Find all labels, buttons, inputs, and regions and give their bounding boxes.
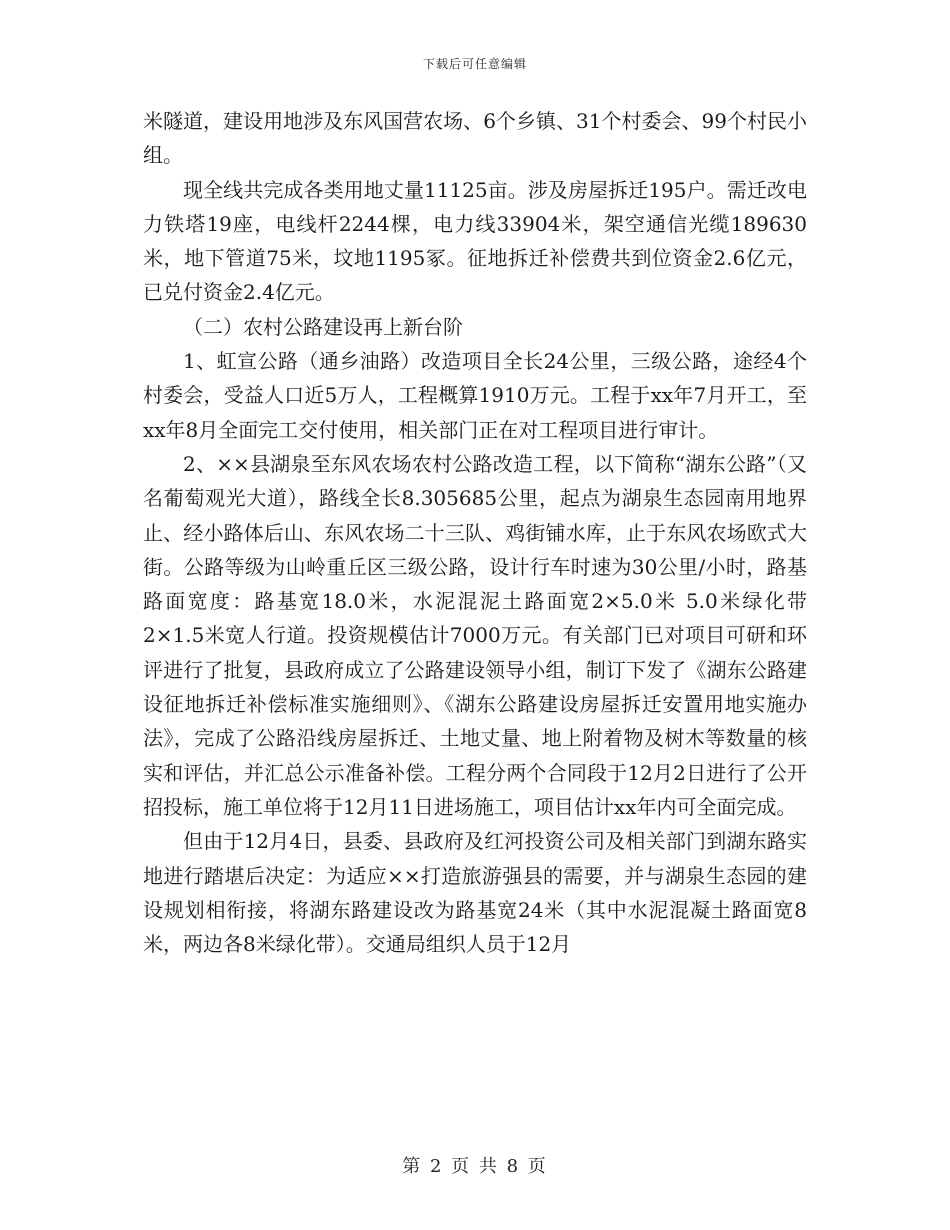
- paragraph-3: 1、虹宣公路（通乡油路）改造项目全长24公里，三级公路，途经4个村委会，受益人口近5万人，工程概算1910万元。工程于xx年7月开工，至xx年8月全面完工交付使用，相关部门正在对工程项目进行审计。: [143, 349, 807, 442]
- paragraph-2: 现全线共完成各类用地丈量11125亩。涉及房屋拆迁195户。需迁改电力铁塔19座，电线杆2244棵，电力线33904米，架空通信光缆189630米，地下管道75米，坟地1195冢。征地拆迁补偿费共到位资金2.6亿元，已兑付资金2.4亿元。: [143, 177, 807, 305]
- paragraph-4: 2、××县湖泉至东风农场农村公路改造工程，以下简称“湖东公路”（又名葡萄观光大道），路线全长8.305685公里，起点为湖泉生态园南用地界止、经小路体后山、东风农场二十三队、鸡街铺水库，止于东风农场欧式大街。公路等级为山岭重丘区三级公路，设计行车时速为30公里/小时，路基路面宽度：路基宽18.0米，水泥混泥土路面宽2×5.0米 5.0米绿化带 2×1.5米宽人行道。投资规模估计7000万元。有关部门已对项目可研和环评进行了批复，县政府成立了公路建设领导小组，制订下发了《湖东公路建设征地拆迁补偿标准实施细则》、《湖东公路建设房屋拆迁安置用地实施办法》，完成了公路沿线房屋拆迁、土地丈量、地上附着物及树木等数量的核实和评估，并汇总公示准备补偿。工程分两个合同段于12月2日进行了公开招投标，施工单位将于12月11日进场施工，项目估计xx年内可全面完成。: [143, 451, 807, 819]
- document-body: [143, 104, 807, 961]
- paragraph-5: 但由于12月4日，县委、县政府及红河投资公司及相关部门到湖东路实地进行踏堪后决定：为适应××打造旅游强县的需要，并与湖泉生态园的建设规划相衔接，将湖东路建设改为路基宽24米（其中水泥混凝土路面宽8米，两边各8米绿化带）。交通局组织人员于12月: [143, 829, 807, 957]
- section-heading: （二）农村公路建设再上新台阶: [183, 314, 463, 339]
- page-header: 下载后可任意编辑: [422, 57, 527, 71]
- paragraph-1: 米隧道，建设用地涉及东风国营农场、6个乡镇、31个村委会、99个村民小组。: [143, 109, 807, 168]
- page-footer: 第 2 页 共 8 页: [402, 1156, 548, 1177]
